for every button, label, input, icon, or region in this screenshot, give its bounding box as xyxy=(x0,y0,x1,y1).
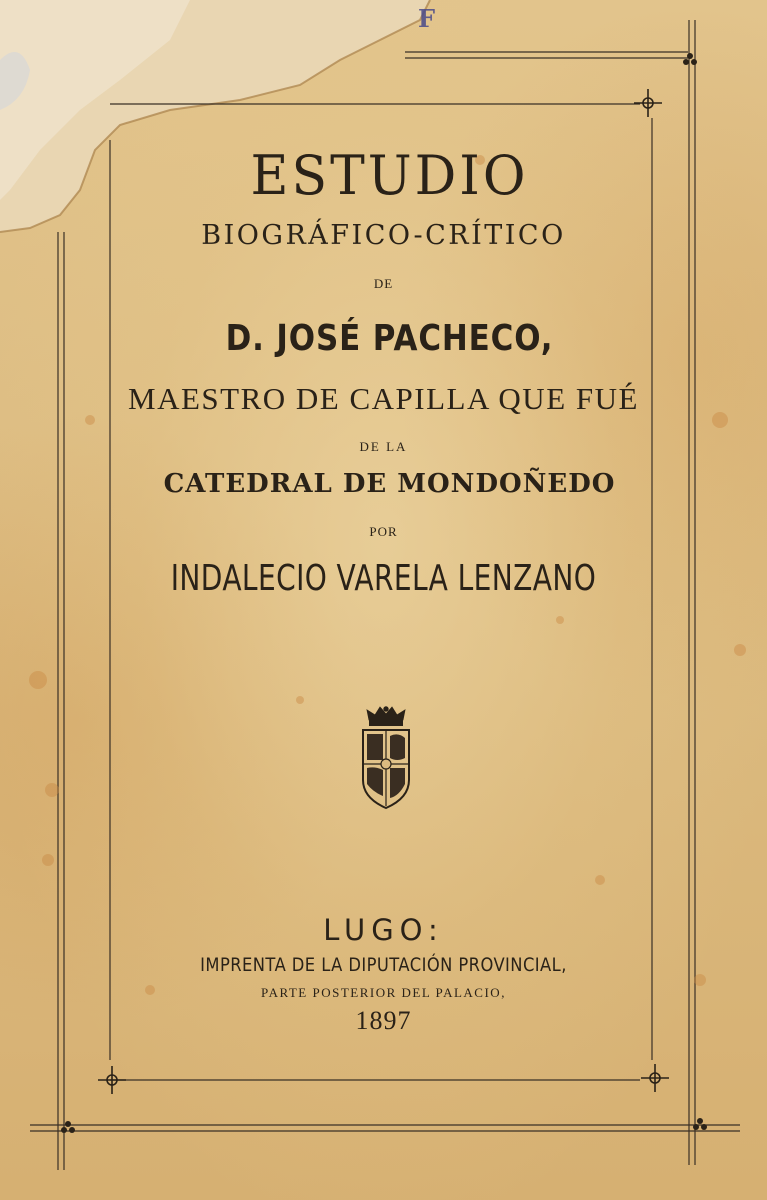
connector-de-la: DE LA xyxy=(359,439,408,454)
imprint-printer: IMPRENTA DE LA DIPUTACIÓN PROVINCIAL, xyxy=(200,954,567,976)
subject-role: MAESTRO DE CAPILLA QUE FUÉ xyxy=(128,381,639,416)
imprint-year: 1897 xyxy=(355,1006,412,1035)
imprint-address: PARTE POSTERIOR DEL PALACIO, xyxy=(261,985,506,1000)
library-stamp: F xyxy=(418,4,438,33)
subtitle: BIOGRÁFICO-CRÍTICO xyxy=(201,220,566,251)
institution-name: CATEDRAL DE MONDOÑEDO xyxy=(163,469,616,499)
title: ESTUDIO xyxy=(250,144,529,208)
imprint-city: LUGO: xyxy=(323,913,444,947)
connector-de: DE xyxy=(373,276,394,291)
subject-name: D. JOSÉ PACHECO, xyxy=(225,318,554,359)
coat-of-arms-icon xyxy=(355,706,417,812)
connector-por: POR xyxy=(369,524,398,539)
author-name: INDALECIO VARELA LENZANO xyxy=(170,558,597,599)
